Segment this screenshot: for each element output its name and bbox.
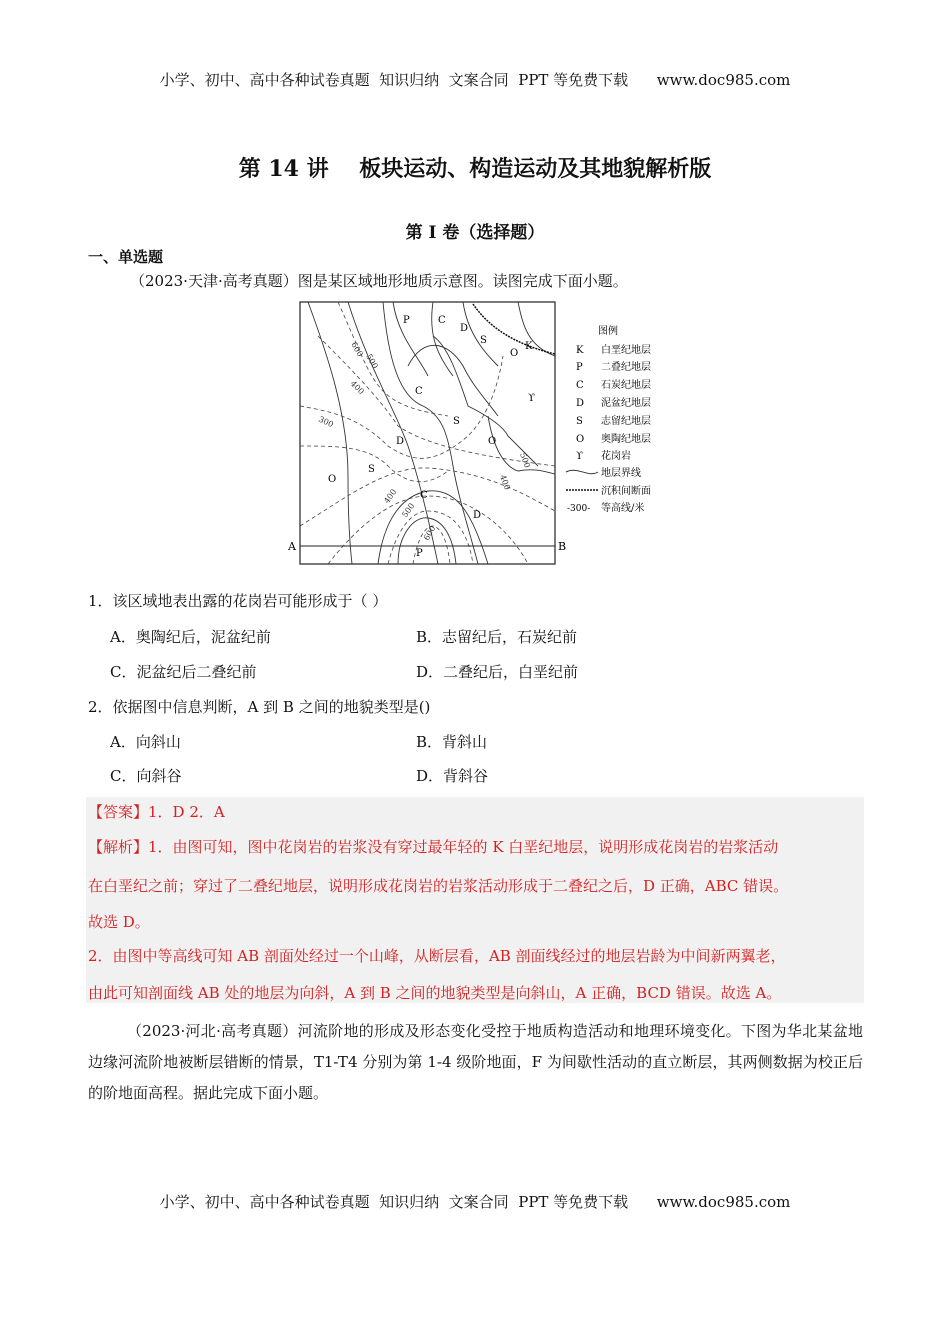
legend-line-label: 地层界线	[601, 468, 641, 479]
layer-label: P	[403, 315, 410, 326]
layer-label: O	[510, 348, 519, 359]
contour-label: 500	[400, 501, 417, 520]
answer-box	[86, 797, 864, 1003]
layer-label: O	[488, 436, 497, 447]
page-title: 第 14 讲 板块运动、构造运动及其地貌解析版	[238, 156, 712, 182]
layer-label: S	[480, 335, 487, 346]
legend-symbol: S	[576, 416, 583, 427]
layer-label: D	[396, 436, 405, 447]
legend-boundary-sample	[566, 470, 598, 473]
layer-label: C	[415, 386, 423, 397]
legend-contour-sample: -300-	[567, 504, 591, 514]
layer-label: D	[473, 510, 482, 521]
analysis-line: 故选 D。	[88, 913, 150, 931]
map-legend	[566, 324, 651, 514]
contour-label: 400	[382, 487, 399, 506]
layer-label: K	[525, 341, 533, 352]
legend-label: 泥盆纪地层	[601, 398, 651, 409]
legend-label: 石炭纪地层	[601, 380, 651, 391]
layer-label: P	[416, 548, 423, 559]
q2-option-a[interactable]: A．向斜山	[110, 733, 181, 751]
legend-label: 白垩纪地层	[601, 345, 651, 356]
legend-line-label: 沉积间断面	[601, 486, 651, 497]
legend-symbol: C	[576, 380, 584, 391]
q1-option-c[interactable]: C．泥盆纪后二叠纪前	[110, 663, 257, 681]
legend-symbol: K	[576, 345, 584, 356]
contour-label: 500	[364, 352, 380, 371]
page-header: 小学、初中、高中各种试卷真题 知识归纳 文案合同 PPT 等免费下载 www.doc985.com	[159, 71, 791, 89]
q1-option-d[interactable]: D．二叠纪后，白垩纪前	[416, 663, 579, 681]
legend-label: 二叠纪地层	[601, 362, 651, 373]
analysis-line: 【解析】1．由图可知，图中花岗岩的岩浆没有穿过最年轻的 K 白垩纪地层，说明形成花岗岩的岩浆活动	[88, 838, 779, 856]
layer-boundaries	[308, 302, 555, 564]
section-subtitle: 第 I 卷（选择题）	[405, 223, 545, 243]
contour-label: 600	[349, 340, 365, 359]
q1-option-a[interactable]: A．奥陶纪后，泥盆纪前	[110, 628, 271, 646]
q2-option-d[interactable]: D．背斜谷	[416, 767, 489, 785]
question-2-stem: 2．依据图中信息判断，A 到 B 之间的地貌类型是()	[88, 698, 431, 716]
layer-label: C	[420, 490, 428, 501]
legend-symbol: D	[576, 398, 585, 409]
unconformity-line	[473, 304, 555, 354]
q1-option-b[interactable]: B．志留纪后，石炭纪前	[416, 628, 578, 646]
layer-label: S	[453, 416, 460, 427]
q2-option-b[interactable]: B．背斜山	[416, 733, 488, 751]
analysis-line: 在白垩纪之前；穿过了二叠纪地层，说明形成花岗岩的岩浆活动形成于二叠纪之后，D 正确，ABC 错误。	[88, 877, 789, 895]
layer-label: D	[460, 323, 469, 334]
layer-label: C	[438, 315, 446, 326]
analysis-line: 由此可知剖面线 AB 处的地层为向斜，A 到 B 之间的地貌类型是向斜山，A 正确，BCD 错误。故选 A。	[88, 984, 782, 1002]
legend-title: 图例	[598, 326, 618, 337]
question-intro: （2023·天津·高考真题）图是某区域地形地质示意图。读图完成下面小题。	[130, 272, 628, 290]
contour-labels	[317, 341, 532, 543]
legend-symbol: O	[576, 434, 585, 445]
legend-label: 志留纪地层	[601, 416, 651, 427]
contour-label: 400	[498, 473, 512, 492]
analysis-line: 2．由图中等高线可知 AB 剖面处经过一个山峰，从断层看，AB 剖面线经过的地层岩龄为中间新两翼老，	[88, 947, 786, 965]
legend-label: 奥陶纪地层	[601, 434, 651, 445]
contour-label: 300	[317, 414, 335, 430]
point-a: A	[288, 540, 296, 553]
geologic-map-figure	[288, 296, 688, 576]
layer-label: ϒ	[528, 393, 535, 404]
layer-label: O	[328, 474, 337, 485]
layer-label: S	[368, 464, 375, 475]
question-intro-2: （2023·河北·高考真题）河流阶地的形成及形态变化受控于地质构造活动和地理环境变化。下图为华北某盆地边缘河流阶地被断层错断的情景，T1-T4 分别为第 1-4 级阶地面，F 为间歇性活动的直立断层，其两侧数据为校正后的阶地面高程。据此完成下面小题。	[88, 1022, 863, 1102]
answer-line: 【答案】1．D 2．A	[88, 803, 225, 821]
contour-label: 600	[421, 524, 438, 542]
point-b: B	[558, 540, 567, 553]
legend-line-label: 等高线/米	[601, 503, 645, 514]
contour-label: 500	[518, 451, 532, 470]
contour-label: 400	[348, 379, 366, 397]
page-footer: 小学、初中、高中各种试卷真题 知识归纳 文案合同 PPT 等免费下载 www.doc985.com	[159, 1193, 791, 1211]
section-heading: 一、单选题	[88, 248, 164, 266]
legend-symbol: P	[576, 362, 583, 373]
question-1-stem: 1．该区域地表出露的花岗岩可能形成于（ ）	[88, 592, 388, 610]
legend-symbol: ϒ	[576, 451, 583, 462]
legend-label: 花岗岩	[601, 451, 631, 462]
q2-option-c[interactable]: C．向斜谷	[110, 767, 182, 785]
